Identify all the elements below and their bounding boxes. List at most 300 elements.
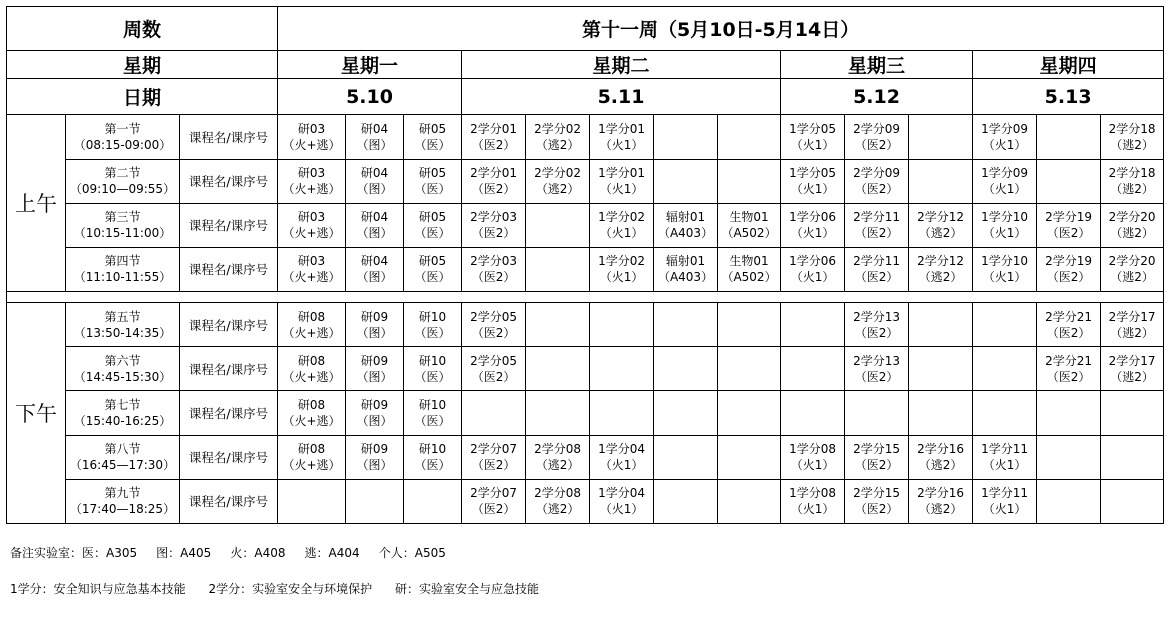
period-time: （09:10—09:55） — [69, 182, 176, 197]
schedule-table — [6, 6, 1164, 524]
slot-room: （医） — [414, 270, 451, 285]
slot-room: （火+逃） — [282, 369, 341, 384]
slot-course-code: 1学分02 — [598, 254, 645, 269]
class-slot — [909, 115, 973, 159]
slot-room: （火+逃） — [282, 182, 341, 197]
period-row — [7, 435, 1164, 479]
class-slot — [718, 479, 781, 523]
class-slot — [909, 479, 973, 523]
slot-room: （逃2） — [918, 502, 963, 517]
slot-course-code: 2学分19 — [1045, 210, 1092, 225]
slot-room: （逃2） — [535, 502, 580, 517]
period-time: （13:50-14:35） — [73, 325, 172, 340]
period-name: 第八节 — [104, 442, 141, 457]
slot-room: （火1） — [599, 458, 644, 473]
period-time: （08:15-09:00） — [73, 137, 172, 152]
class-slot — [909, 159, 973, 203]
course-label: 课程名/课序号 — [180, 115, 278, 159]
slot-room: （逃2） — [1110, 270, 1154, 285]
slot-course-code: 研08 — [297, 309, 326, 324]
slot-course-code: 研03 — [297, 121, 326, 136]
slot-room: （逃2） — [1110, 369, 1154, 384]
class-slot — [654, 115, 718, 159]
slot-course-code: 研03 — [297, 254, 326, 269]
slot-room: （火+逃） — [282, 458, 341, 473]
slot-course-code: 2学分20 — [1108, 210, 1156, 225]
slot-course-code: 1学分11 — [981, 486, 1028, 501]
slot-room: （医） — [414, 458, 451, 473]
slot-course-code: 辐射01 — [665, 254, 706, 269]
slot-room: （火1） — [599, 137, 644, 152]
slot-room: （医2） — [1046, 369, 1091, 384]
class-slot — [845, 203, 909, 247]
class-slot — [590, 203, 654, 247]
slot-course-code: 1学分06 — [789, 210, 836, 225]
class-slot — [909, 391, 973, 435]
class-slot — [278, 347, 346, 391]
class-slot — [1037, 479, 1101, 523]
period-time: （16:45—17:30） — [69, 458, 176, 473]
class-slot — [526, 391, 590, 435]
class-slot — [973, 203, 1037, 247]
slot-course-code: 研04 — [360, 254, 389, 269]
class-slot — [278, 159, 346, 203]
slot-room: （火1） — [982, 182, 1027, 197]
class-slot — [346, 115, 404, 159]
class-slot — [1037, 435, 1101, 479]
period-row — [7, 159, 1164, 203]
class-slot — [1037, 115, 1101, 159]
class-slot — [781, 159, 845, 203]
slot-room: （图） — [356, 325, 393, 340]
class-slot — [278, 435, 346, 479]
slot-room: （火1） — [599, 226, 644, 241]
class-slot — [781, 347, 845, 391]
class-slot — [404, 303, 462, 347]
slot-course-code: 2学分21 — [1045, 353, 1092, 368]
class-slot — [590, 115, 654, 159]
slot-room: （医） — [414, 226, 451, 241]
class-slot — [909, 303, 973, 347]
period-cell — [66, 347, 180, 391]
slot-room: （医2） — [1046, 270, 1091, 285]
slot-course-code: 1学分01 — [598, 121, 645, 136]
slot-course-code: 2学分03 — [470, 210, 517, 225]
class-slot — [781, 435, 845, 479]
slot-room: （医2） — [471, 182, 516, 197]
class-slot — [654, 203, 718, 247]
slot-room: （逃2） — [1110, 226, 1154, 241]
slot-room: （图） — [356, 270, 393, 285]
class-slot — [590, 479, 654, 523]
class-slot — [278, 303, 346, 347]
slot-room: （火1） — [790, 182, 835, 197]
slot-room: （逃2） — [535, 137, 580, 152]
slot-room: （A502） — [721, 226, 777, 241]
slot-course-code: 1学分02 — [598, 210, 645, 225]
slot-course-code: 研10 — [418, 397, 447, 412]
slot-course-code: 生物01 — [729, 210, 769, 225]
slot-room: （逃2） — [535, 182, 580, 197]
slot-course-code: 1学分08 — [789, 486, 836, 501]
slot-room: （医） — [414, 369, 451, 384]
slot-course-code: 研08 — [297, 442, 326, 457]
class-slot — [845, 479, 909, 523]
weekday-header: 星期三 — [781, 51, 973, 79]
class-slot — [718, 303, 781, 347]
slot-course-code: 2学分13 — [853, 309, 900, 324]
slot-room: （火1） — [982, 137, 1027, 152]
class-slot — [1101, 347, 1164, 391]
slot-room: （火1） — [982, 270, 1027, 285]
period-cell — [66, 159, 180, 203]
class-slot — [346, 391, 404, 435]
course-label: 课程名/课序号 — [180, 247, 278, 291]
slot-room: （火1） — [790, 270, 835, 285]
slot-room: （火1） — [982, 502, 1027, 517]
class-slot — [346, 347, 404, 391]
course-label: 课程名/课序号 — [180, 203, 278, 247]
class-slot — [590, 347, 654, 391]
slot-course-code: 2学分08 — [534, 486, 581, 501]
class-slot — [1037, 203, 1101, 247]
class-slot — [845, 303, 909, 347]
slot-room: （火1） — [790, 458, 835, 473]
slot-course-code: 2学分02 — [534, 166, 581, 181]
slot-course-code: 2学分11 — [853, 254, 900, 269]
class-slot — [462, 479, 526, 523]
slot-course-code: 2学分16 — [917, 486, 964, 501]
class-slot — [526, 479, 590, 523]
class-slot — [718, 247, 781, 291]
class-slot — [781, 115, 845, 159]
class-slot — [909, 203, 973, 247]
class-slot — [654, 303, 718, 347]
class-slot — [973, 435, 1037, 479]
class-slot — [278, 391, 346, 435]
class-slot — [654, 247, 718, 291]
slot-room: （逃2） — [1110, 137, 1154, 152]
slot-room: （医2） — [471, 137, 516, 152]
class-slot — [973, 391, 1037, 435]
slot-room: （医2） — [471, 369, 516, 384]
slot-room: （医2） — [471, 325, 516, 340]
weekday-header: 星期一 — [278, 51, 462, 79]
period-row — [7, 391, 1164, 435]
class-slot — [526, 303, 590, 347]
slot-course-code: 2学分12 — [917, 254, 964, 269]
slot-course-code: 1学分04 — [598, 442, 645, 457]
class-slot — [462, 115, 526, 159]
slot-room: （A403） — [657, 226, 714, 241]
slot-course-code: 2学分01 — [470, 121, 517, 136]
class-slot — [718, 115, 781, 159]
period-name: 第二节 — [104, 166, 141, 181]
class-slot — [781, 247, 845, 291]
period-name: 第三节 — [104, 210, 141, 225]
slot-course-code: 2学分13 — [853, 353, 900, 368]
slot-room: （火+逃） — [282, 325, 341, 340]
slot-course-code: 2学分01 — [470, 166, 517, 181]
date-header: 5.10 — [278, 79, 462, 115]
class-slot — [346, 159, 404, 203]
break-row — [7, 292, 1164, 303]
class-slot — [526, 347, 590, 391]
period-cell — [66, 115, 180, 159]
course-label: 课程名/课序号 — [180, 479, 278, 523]
slot-course-code: 2学分18 — [1108, 121, 1156, 136]
period-row — [7, 479, 1164, 523]
class-slot — [278, 247, 346, 291]
class-slot — [1101, 435, 1164, 479]
slot-room: （图） — [356, 369, 393, 384]
class-slot — [526, 159, 590, 203]
slot-room: （火+逃） — [282, 413, 341, 428]
class-slot — [973, 159, 1037, 203]
class-slot — [1037, 247, 1101, 291]
class-slot — [973, 247, 1037, 291]
slot-course-code: 研09 — [360, 442, 389, 457]
slot-room: （医2） — [471, 458, 516, 473]
class-slot — [845, 247, 909, 291]
weekday-label: 星期 — [7, 51, 278, 79]
slot-course-code: 1学分10 — [981, 254, 1028, 269]
class-slot — [462, 203, 526, 247]
course-label: 课程名/课序号 — [180, 347, 278, 391]
class-slot — [1101, 303, 1164, 347]
slot-room: （A403） — [657, 270, 714, 285]
date-header: 5.12 — [781, 79, 973, 115]
class-slot — [1101, 479, 1164, 523]
morning-label: 上午 — [7, 115, 66, 292]
slot-course-code: 2学分16 — [917, 442, 964, 457]
period-cell — [66, 247, 180, 291]
period-name: 第四节 — [104, 254, 141, 269]
slot-course-code: 2学分05 — [470, 309, 517, 324]
slot-room: （图） — [356, 137, 393, 152]
slot-course-code: 2学分03 — [470, 254, 517, 269]
class-slot — [1037, 303, 1101, 347]
class-slot — [718, 159, 781, 203]
break-cell — [7, 292, 1164, 303]
slot-course-code: 研05 — [418, 210, 447, 225]
slot-course-code: 2学分18 — [1108, 166, 1156, 181]
period-row — [7, 115, 1164, 159]
class-slot — [590, 303, 654, 347]
period-cell — [66, 391, 180, 435]
slot-course-code: 2学分20 — [1108, 254, 1156, 269]
slot-room: （逃2） — [918, 458, 963, 473]
class-slot — [973, 115, 1037, 159]
slot-room: （火1） — [982, 226, 1027, 241]
weekday-header: 星期四 — [973, 51, 1164, 79]
period-cell — [66, 203, 180, 247]
class-slot — [909, 247, 973, 291]
period-time: （10:15-11:00） — [73, 226, 172, 241]
slot-room: （医2） — [1046, 325, 1091, 340]
week-title: 第十一周（5月10日-5月14日） — [278, 7, 1164, 51]
class-slot — [526, 203, 590, 247]
slot-room: （医2） — [854, 182, 899, 197]
slot-course-code: 2学分17 — [1108, 353, 1156, 368]
period-cell — [66, 435, 180, 479]
class-slot — [404, 479, 462, 523]
period-name: 第七节 — [104, 397, 141, 412]
slot-course-code: 研05 — [418, 121, 447, 136]
slot-course-code: 2学分05 — [470, 353, 517, 368]
slot-course-code: 1学分11 — [981, 442, 1028, 457]
slot-course-code: 2学分07 — [470, 486, 517, 501]
slot-course-code: 研05 — [418, 254, 447, 269]
class-slot — [845, 391, 909, 435]
date-header: 5.13 — [973, 79, 1164, 115]
slot-room: （医2） — [854, 325, 899, 340]
slot-room: （火+逃） — [282, 137, 341, 152]
slot-course-code: 研10 — [418, 309, 447, 324]
class-slot — [346, 435, 404, 479]
week-label: 周数 — [7, 7, 278, 51]
lab-notes: 备注实验室：医：A305 图：A405 火：A408 逃：A404 个人：A505 — [10, 546, 446, 560]
slot-course-code: 研09 — [360, 353, 389, 368]
slot-course-code: 研03 — [297, 166, 326, 181]
slot-course-code: 1学分05 — [789, 166, 836, 181]
class-slot — [1101, 203, 1164, 247]
slot-room: （医2） — [854, 458, 899, 473]
slot-room: （图） — [356, 458, 393, 473]
slot-room: （逃2） — [535, 458, 580, 473]
slot-room: （医2） — [471, 502, 516, 517]
period-cell — [66, 303, 180, 347]
period-row — [7, 247, 1164, 291]
period-time: （14:45-15:30） — [73, 369, 172, 384]
class-slot — [654, 391, 718, 435]
class-slot — [845, 159, 909, 203]
slot-course-code: 生物01 — [729, 254, 769, 269]
slot-course-code: 2学分15 — [853, 486, 900, 501]
class-slot — [909, 435, 973, 479]
slot-course-code: 1学分09 — [981, 121, 1028, 136]
class-slot — [1037, 159, 1101, 203]
class-slot — [654, 347, 718, 391]
class-slot — [404, 159, 462, 203]
slot-room: （医） — [414, 137, 451, 152]
class-slot — [404, 391, 462, 435]
slot-course-code: 2学分02 — [534, 121, 581, 136]
class-slot — [404, 203, 462, 247]
slot-room: （医2） — [854, 502, 899, 517]
class-slot — [1101, 391, 1164, 435]
slot-room: （火1） — [790, 226, 835, 241]
class-slot — [526, 435, 590, 479]
slot-course-code: 研04 — [360, 210, 389, 225]
class-slot — [654, 159, 718, 203]
slot-room: （火1） — [790, 502, 835, 517]
period-name: 第六节 — [104, 353, 141, 368]
slot-course-code: 2学分12 — [917, 210, 964, 225]
course-notes: 1学分：安全知识与应急基本技能 2学分：实验室安全与环境保护 研：实验室安全与应急技能 — [10, 582, 540, 596]
slot-course-code: 2学分15 — [853, 442, 900, 457]
period-time: （11:10-11:55） — [73, 270, 172, 285]
class-slot — [462, 303, 526, 347]
class-slot — [278, 479, 346, 523]
slot-course-code: 2学分09 — [853, 166, 900, 181]
slot-course-code: 1学分04 — [598, 486, 645, 501]
slot-room: （医2） — [854, 369, 899, 384]
slot-room: （医2） — [854, 226, 899, 241]
period-time: （15:40-16:25） — [73, 413, 172, 428]
slot-course-code: 2学分19 — [1045, 254, 1092, 269]
class-slot — [590, 159, 654, 203]
slot-room: （图） — [356, 182, 393, 197]
slot-course-code: 1学分01 — [598, 166, 645, 181]
slot-room: （医2） — [854, 270, 899, 285]
slot-course-code: 2学分11 — [853, 210, 900, 225]
class-slot — [526, 247, 590, 291]
slot-room: （火1） — [599, 502, 644, 517]
slot-course-code: 研08 — [297, 353, 326, 368]
period-row — [7, 303, 1164, 347]
slot-room: （火1） — [982, 458, 1027, 473]
slot-course-code: 辐射01 — [665, 210, 706, 225]
class-slot — [590, 435, 654, 479]
period-time: （17:40—18:25） — [69, 502, 176, 517]
class-slot — [1037, 347, 1101, 391]
slot-course-code: 1学分08 — [789, 442, 836, 457]
class-slot — [462, 247, 526, 291]
class-slot — [346, 203, 404, 247]
course-label: 课程名/课序号 — [180, 159, 278, 203]
weekday-header: 星期二 — [462, 51, 781, 79]
slot-room: （医2） — [1046, 226, 1091, 241]
slot-course-code: 研08 — [297, 397, 326, 412]
class-slot — [404, 115, 462, 159]
class-slot — [462, 159, 526, 203]
class-slot — [718, 435, 781, 479]
slot-course-code: 研10 — [418, 353, 447, 368]
slot-room: （火1） — [790, 137, 835, 152]
class-slot — [781, 303, 845, 347]
slot-course-code: 2学分09 — [853, 121, 900, 136]
class-slot — [278, 203, 346, 247]
slot-room: （医） — [414, 325, 451, 340]
slot-course-code: 2学分21 — [1045, 309, 1092, 324]
class-slot — [346, 479, 404, 523]
slot-room: （医2） — [854, 137, 899, 152]
slot-course-code: 研03 — [297, 210, 326, 225]
class-slot — [346, 303, 404, 347]
class-slot — [973, 303, 1037, 347]
slot-room: （逃2） — [918, 270, 963, 285]
class-slot — [1101, 247, 1164, 291]
slot-room: （A502） — [721, 270, 777, 285]
period-row — [7, 203, 1164, 247]
class-slot — [973, 479, 1037, 523]
class-slot — [781, 391, 845, 435]
class-slot — [654, 479, 718, 523]
date-label: 日期 — [7, 79, 278, 115]
class-slot — [590, 391, 654, 435]
class-slot — [404, 247, 462, 291]
date-header: 5.11 — [462, 79, 781, 115]
slot-room: （图） — [356, 413, 393, 428]
slot-room: （逃2） — [918, 226, 963, 241]
slot-course-code: 1学分06 — [789, 254, 836, 269]
class-slot — [526, 115, 590, 159]
slot-room: （图） — [356, 226, 393, 241]
slot-room: （医） — [414, 182, 451, 197]
class-slot — [404, 347, 462, 391]
slot-room: （医） — [414, 413, 451, 428]
